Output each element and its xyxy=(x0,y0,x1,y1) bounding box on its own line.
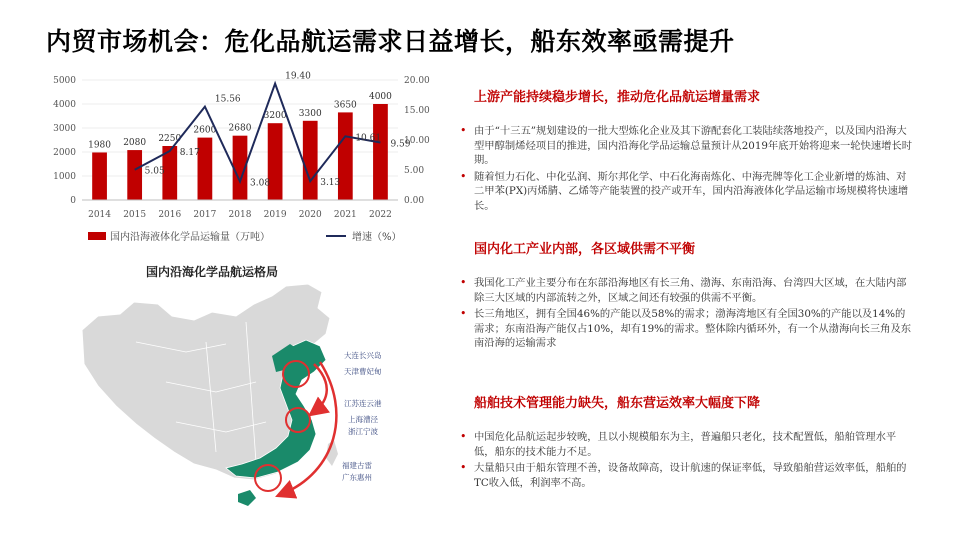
section-3-heading: 船舶技术管理能力缺失，船东营运效率大幅度下降 xyxy=(474,396,761,411)
right-tick-label: 15.00 xyxy=(404,106,430,116)
x-tick-label: 2014 xyxy=(88,210,112,220)
line-value-label: 8.17 xyxy=(179,147,200,158)
port-label: 大连长兴岛 xyxy=(344,351,382,360)
bar xyxy=(92,152,107,200)
left-tick-label: 1000 xyxy=(53,172,76,182)
map-title: 国内沿海化学品航运格局 xyxy=(146,265,279,279)
port-label: 广东惠州 xyxy=(342,473,372,482)
page-title: 内贸市场机会：危化品航运需求日益增长，船东效率亟需提升 xyxy=(46,27,735,56)
x-axis-ticks xyxy=(88,210,392,220)
line-value-label: 9.59 xyxy=(390,139,411,150)
left-axis-ticks xyxy=(53,76,76,206)
x-tick-label: 2021 xyxy=(333,210,357,220)
bar-value-label: 1980 xyxy=(88,140,112,151)
china-coastal-map xyxy=(76,282,406,527)
x-tick-label: 2020 xyxy=(298,210,322,220)
bar xyxy=(303,121,318,200)
left-tick-label: 5000 xyxy=(53,76,76,86)
bar xyxy=(373,104,388,200)
section-1-heading: 上游产能持续稳步增长，推动危化品航运增量需求 xyxy=(474,90,761,105)
port-label: 浙江宁波 xyxy=(348,427,378,436)
section-2-heading: 国内化工产业内部，各区域供需不平衡 xyxy=(474,242,696,257)
bar-value-label: 3200 xyxy=(263,111,287,122)
section-1-bullet-1: • 由于“十三五”规划建设的一批大型炼化企业及其下游配套化工装陆续落地投产，以及国内沿海大型甲醇制烯烃项目的推进，国内沿海化学品运输总量预计从2019年底开始将迎来一轮快速增长时期。 xyxy=(458,124,913,168)
x-tick-label: 2016 xyxy=(158,210,182,220)
port-label: 天津曹妃甸 xyxy=(344,367,382,376)
section-3-bullet-2: • 大量船只由于船东管理不善，设备故障高，设计航速的保证率低，导致船舶营运效率低，船舶的TC收入低，利润率不高。 xyxy=(458,461,913,490)
line-value-label: 3.08 xyxy=(250,178,271,189)
legend-bar-swatch xyxy=(88,232,106,240)
bar-value-label: 3650 xyxy=(333,100,357,111)
line-value-label: 15.56 xyxy=(214,94,241,105)
port-label: 江苏连云港 xyxy=(344,399,382,408)
right-axis-ticks xyxy=(404,76,430,206)
bar xyxy=(198,138,213,200)
line-value-label: 5.05 xyxy=(144,166,165,177)
left-tick-label: 2000 xyxy=(53,148,76,158)
bar-value-label: 2080 xyxy=(123,138,147,149)
legend-bar-label: 国内沿海液体化学品运输量（万吨） xyxy=(110,232,270,243)
left-tick-label: 0 xyxy=(70,196,76,206)
x-tick-label: 2015 xyxy=(123,210,147,220)
bar-value-label: 2600 xyxy=(193,125,217,136)
x-tick-label: 2017 xyxy=(193,210,217,220)
left-tick-label: 4000 xyxy=(53,100,76,110)
legend-line-label: 增速（%） xyxy=(352,232,402,243)
section-3-bullet-1: • 中国危化品航运起步较晚，且以小规模船东为主，普遍船只老化，技术配置低，船舶管理水平低，船东的技术能力不足。 xyxy=(458,430,913,459)
right-tick-label: 0.00 xyxy=(404,196,425,206)
transport-volume-chart xyxy=(40,70,430,260)
right-tick-label: 10.00 xyxy=(404,136,430,146)
left-tick-label: 3000 xyxy=(53,124,76,134)
port-label: 上海漕泾 xyxy=(348,415,378,424)
bar-value-label: 4000 xyxy=(368,92,392,102)
bar xyxy=(127,150,142,200)
bar-value-label: 2680 xyxy=(228,123,252,134)
bar-series xyxy=(92,104,388,200)
section-2-bullet-1: • 我国化工产业主要分布在东部沿海地区有长三角、渤海、东南沿海、台湾四大区域，在大陆内部除三大区域的内部流转之外，区域之间还有较强的供需不平衡。 xyxy=(458,276,913,305)
port-label: 福建古雷 xyxy=(342,461,372,470)
line-value-label: 10.61 xyxy=(355,133,382,144)
hainan-island xyxy=(238,490,256,506)
port-labels xyxy=(342,350,382,482)
bar-value-label: 2250 xyxy=(158,134,182,144)
bar-value-label: 3300 xyxy=(298,108,322,119)
section-1-bullet-2: • 随着恒力石化、中化弘润、斯尔邦化学、中石化海南炼化、中海壳牌等化工企业新增的炼油、对二甲苯(PX)丙烯腈、乙烯等产能装置的投产或开车，国内沿海液体化学品运输市场规模将快速增长。 xyxy=(458,170,913,214)
right-tick-label: 20.00 xyxy=(404,76,430,86)
section-3-bullets xyxy=(458,430,913,492)
x-tick-label: 2019 xyxy=(263,210,287,220)
section-1-bullets xyxy=(458,124,913,215)
line-value-label: 3.13 xyxy=(320,178,341,189)
line-value-label: 19.40 xyxy=(285,71,311,82)
x-tick-label: 2022 xyxy=(368,210,392,220)
x-tick-label: 2018 xyxy=(228,210,252,220)
right-tick-label: 5.00 xyxy=(404,166,425,176)
section-2-bullet-2: • 长三角地区，拥有全国46%的产能以及58%的需求；渤海湾地区有全国30%的产能以及14%的需求；东南沿海产能仅占10%，却有19%的需求。整体除内循环外，有一个从渤海向长三角及东南沿海的运输需求 xyxy=(458,307,913,351)
section-2-bullets xyxy=(458,276,913,353)
